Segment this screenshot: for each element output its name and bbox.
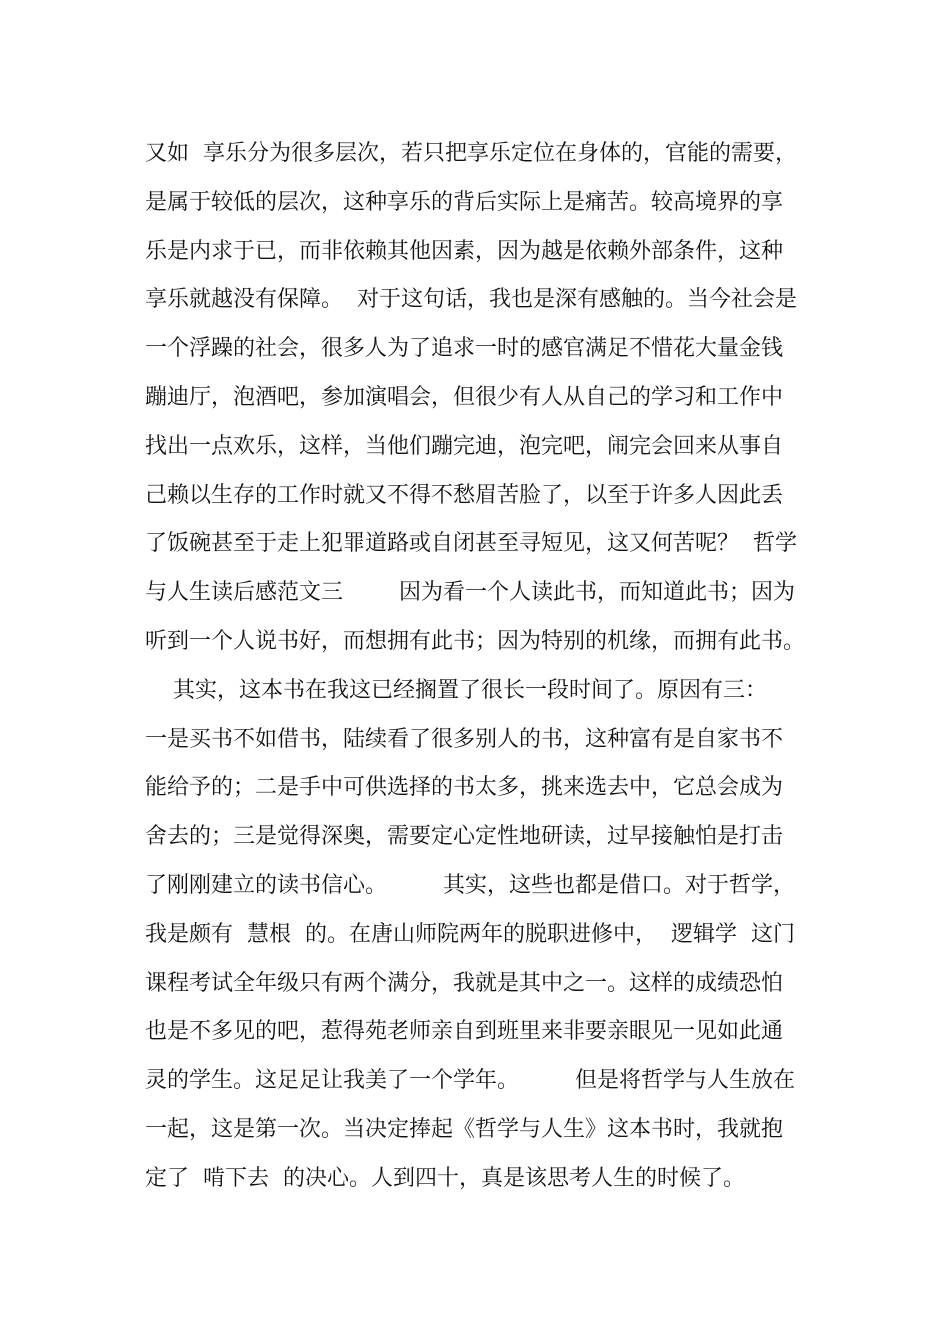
text-line-16: 了刚刚建立的读书信心。 其实，这些也都是借口。对于哲学，	[145, 872, 795, 898]
text-line-4: 享乐就越没有保障。 对于这句话，我也是深有感触的。当今社会是	[145, 287, 797, 313]
text-line-9: 了饭碗甚至于走上犯罪道路或自闭甚至寻短见，这又何苦呢？ 哲学	[145, 531, 797, 557]
text-line-3: 乐是内求于已，而非依赖其他因素，因为越是依赖外部条件，这种	[145, 238, 784, 264]
text-line-14: 能给予的；二是手中可供选择的书太多，挑来选去中，它总会成为	[145, 775, 784, 801]
text-line-13: 一是买书不如借书，陆续看了很多别人的书，这种富有是自家书不	[145, 726, 784, 752]
text-line-7: 找出一点欢乐，这样，当他们蹦完迪，泡完吧，闹完会回来从事自	[145, 433, 784, 459]
text-line-2: 是属于较低的层次，这种享乐的背后实际上是痛苦。较高境界的享	[145, 189, 784, 215]
text-line-18: 课程考试全年级只有两个满分，我就是其中之一。这样的成绩恐怕	[145, 970, 784, 996]
text-line-6: 蹦迪厅，泡酒吧，参加演唱会，但很少有人从自己的学习和工作中	[145, 384, 784, 410]
text-line-22: 定了 啃下去 的决心。人到四十，真是该思考人生的时候了。	[145, 1165, 745, 1191]
text-line-1: 又如 享乐分为很多层次，若只把享乐定位在身体的，官能的需要，	[145, 141, 797, 166]
text-line-10: 与人生读后感范文三 因为看一个人读此书，而知道此书；因为	[145, 580, 795, 606]
text-line-5: 一个浮躁的社会，很多人为了追求一时的感官满足不惜花大量金钱	[145, 336, 784, 362]
body-text	[145, 130, 825, 1204]
text-line-15: 舍去的；三是觉得深奥，需要定心定性地研读，过早接触怕是打击	[145, 824, 784, 850]
text-line-17: 我是颇有 慧根 的。在唐山师院两年的脱职进修中， 逻辑学 这门	[145, 921, 795, 947]
text-line-20: 灵的学生。这足足让我美了一个学年。 但是将哲学与人生放在	[145, 1068, 795, 1094]
text-line-11: 听到一个人说书好，而想拥有此书；因为特别的机缘，而拥有此书。	[145, 628, 806, 654]
text-line-8: 己赖以生存的工作时就又不得不愁眉苦脸了，以至于许多人因此丢	[145, 482, 784, 508]
text-line-21: 一起，这是第一次。当决定捧起《哲学与人生》这本书时，我就抱	[145, 1116, 784, 1142]
text-line-12: 其实，这本书在我这已经搁置了很长一段时间了。原因有三：	[145, 677, 767, 703]
text-line-19: 也是不多见的吧，惹得苑老师亲自到班里来非要亲眼见一见如此通	[145, 1019, 784, 1045]
